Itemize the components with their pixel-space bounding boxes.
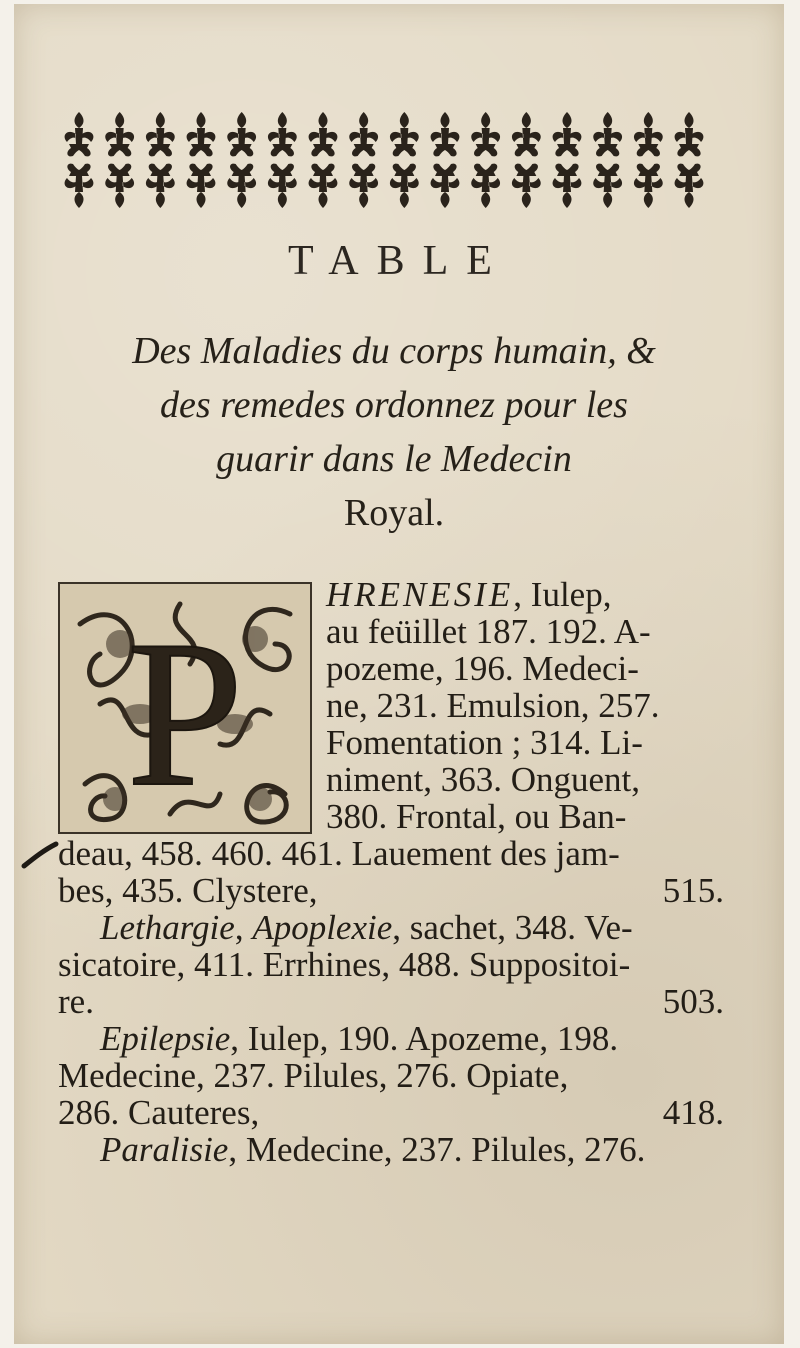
fleuron-icon bbox=[431, 112, 460, 156]
entry-lethargie-line-3: re. 503. bbox=[58, 982, 724, 1021]
fleuron-icon bbox=[512, 164, 541, 208]
fleuron-icon bbox=[187, 112, 216, 156]
entry-phrenesie-line-3: pozeme, 196. Medeci- bbox=[326, 649, 639, 688]
fleuron-icon bbox=[146, 112, 175, 156]
fleuron-icon bbox=[105, 164, 134, 208]
fleuron-icon bbox=[593, 112, 622, 156]
page-number: 503. bbox=[662, 982, 724, 1021]
fleuron-icon bbox=[268, 164, 297, 208]
entry-heading: Epilepsie bbox=[100, 1019, 231, 1058]
fleuron-icon bbox=[146, 164, 175, 208]
fleuron-icon bbox=[512, 112, 541, 156]
entry-lethargie-line-2: sicatoire, 411. Errhines, 488. Suppositoi- bbox=[58, 945, 631, 984]
page-number: 418. bbox=[662, 1093, 724, 1132]
entry-phrenesie-line-4: ne, 231. Emulsion, 257. bbox=[326, 686, 660, 725]
entry-epilepsie-line-3: 286. Cauteres, 418. bbox=[58, 1093, 724, 1132]
fleuron-icon bbox=[349, 164, 378, 208]
entry-phrenesie-line-8: deau, 458. 460. 461. Lauement des jam- bbox=[58, 834, 620, 873]
initial-letter: P bbox=[126, 598, 244, 830]
fleuron-icon bbox=[675, 112, 704, 156]
entry-phrenesie-line-6: niment, 363. Onguent, bbox=[326, 760, 640, 799]
entry-epilepsie-line-1: Epilepsie, Iulep, 190. Apozeme, 198. bbox=[100, 1019, 619, 1058]
fleuron-icon bbox=[471, 112, 500, 156]
fleuron-icon bbox=[431, 164, 460, 208]
fleuron-icon bbox=[105, 112, 134, 156]
fleuron-icon bbox=[309, 164, 338, 208]
decorated-initial-letter bbox=[58, 582, 312, 834]
subtitle-line-3: guarir dans le Medecin bbox=[216, 438, 572, 480]
fleuron-icon bbox=[553, 164, 582, 208]
subtitle bbox=[44, 324, 744, 540]
fleuron-icon bbox=[349, 112, 378, 156]
book-page bbox=[14, 4, 784, 1344]
fleuron-icon bbox=[471, 164, 500, 208]
entry-phrenesie-line-1: HRENESIE, Iulep, bbox=[326, 575, 612, 614]
entry-heading: Lethargie bbox=[100, 908, 235, 947]
fleuron-icon bbox=[227, 164, 256, 208]
fleuron-icon bbox=[65, 164, 94, 208]
entry-heading: Apoplexie bbox=[252, 908, 393, 947]
entry-heading: HRENESIE bbox=[326, 575, 514, 614]
entry-lethargie-line-1: Lethargie, Apoplexie, sachet, 348. Ve- bbox=[100, 908, 633, 947]
entry-heading: Paralisie bbox=[100, 1130, 229, 1169]
fleuron-icon bbox=[309, 112, 338, 156]
entry-phrenesie-line-5: Fomentation ; 314. Li- bbox=[326, 723, 643, 762]
foliate-initial-illustration bbox=[60, 584, 310, 832]
fleuron-icon bbox=[634, 112, 663, 156]
fleuron-icon bbox=[675, 164, 704, 208]
fleuron-icon bbox=[593, 164, 622, 208]
entry-phrenesie-line-7: 380. Frontal, ou Ban- bbox=[326, 797, 627, 836]
subtitle-line-4: Royal. bbox=[343, 492, 445, 534]
fleuron-icon bbox=[553, 112, 582, 156]
fleuron-icon bbox=[390, 164, 419, 208]
fleuron-icon bbox=[187, 164, 216, 208]
page-number: 515. bbox=[662, 871, 724, 910]
printers-ornament-band bbox=[59, 102, 709, 218]
subtitle-line-2: des remedes ordonnez pour les bbox=[160, 384, 628, 426]
fleuron-icon bbox=[227, 112, 256, 156]
subtitle-line-1: Des Maladies du corps humain, & bbox=[132, 330, 656, 372]
entry-phrenesie-line-9: bes, 435. Clystere, 515. bbox=[58, 871, 724, 910]
fleuron-icon bbox=[65, 112, 94, 156]
ink-mark bbox=[20, 840, 60, 870]
fleuron-icon bbox=[268, 112, 297, 156]
entry-paralisie-line-1: Paralisie, Medecine, 237. Pilules, 276. bbox=[100, 1130, 646, 1169]
entry-epilepsie-line-2: Medecine, 237. Pilules, 276. Opiate, bbox=[58, 1056, 569, 1095]
entry-phrenesie-line-2: au feüillet 187. 192. A- bbox=[326, 612, 651, 651]
fleuron-ornament bbox=[59, 102, 709, 218]
fleuron-icon bbox=[390, 112, 419, 156]
page-title: TABLE bbox=[288, 238, 510, 284]
fleuron-icon bbox=[634, 164, 663, 208]
